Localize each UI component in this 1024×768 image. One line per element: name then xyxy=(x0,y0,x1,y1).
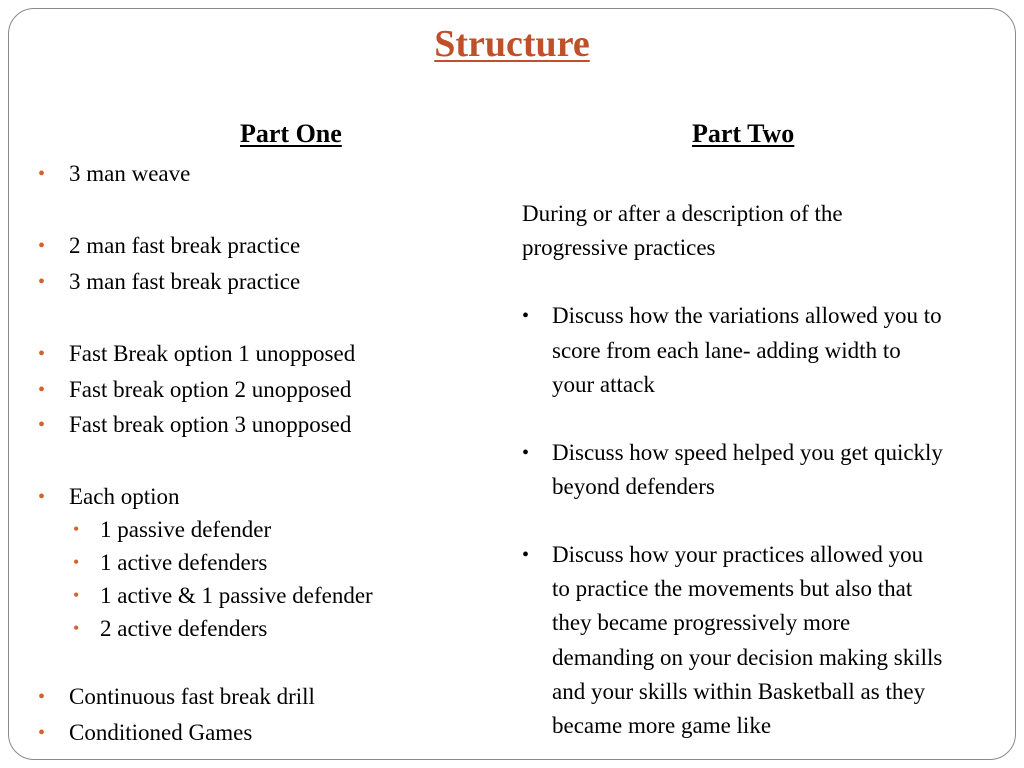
bullet-icon: • xyxy=(38,343,46,365)
bullet-icon: • xyxy=(38,722,46,744)
list-item-line: and your skills within Basketball as they xyxy=(552,679,926,704)
bullet-icon: • xyxy=(38,163,46,185)
list-item: 3 man fast break practice xyxy=(69,269,301,294)
list-item-line: demanding on your decision making skills xyxy=(552,645,943,670)
sub-bullet-icon: • xyxy=(73,618,80,638)
sub-list-item: 1 active & 1 passive defender xyxy=(100,583,373,608)
list-item: 2 man fast break practice xyxy=(69,233,301,258)
bullet-icon: • xyxy=(38,686,46,708)
slide-title: Structure xyxy=(434,23,590,65)
bullet-icon: • xyxy=(522,544,530,566)
bullet-icon: • xyxy=(38,271,46,293)
bullet-icon: • xyxy=(38,486,46,508)
sub-list-item: 2 active defenders xyxy=(100,616,268,641)
list-item-line: Discuss how your practices allowed you xyxy=(552,542,924,567)
list-item: Fast break option 2 unopposed xyxy=(69,377,352,402)
list-item: 3 man weave xyxy=(69,161,191,186)
intro-line: During or after a description of the xyxy=(522,201,843,226)
sub-list-item: 1 passive defender xyxy=(100,517,272,542)
sub-bullet-icon: • xyxy=(73,519,80,539)
list-item-line: to practice the movements but also that xyxy=(552,576,913,601)
bullet-icon: • xyxy=(38,414,46,436)
list-item-line: became more game like xyxy=(552,713,772,738)
list-item-line: Discuss how the variations allowed you to xyxy=(552,303,942,328)
list-item-line: beyond defenders xyxy=(552,474,715,499)
sub-bullet-icon: • xyxy=(73,552,80,572)
bullet-icon: • xyxy=(38,379,46,401)
part-two-heading: Part Two xyxy=(692,119,795,148)
list-item: Each option xyxy=(69,484,180,509)
list-item-line: your attack xyxy=(552,372,655,397)
list-item: Conditioned Games xyxy=(69,720,253,745)
sub-bullet-icon: • xyxy=(73,585,80,605)
bullet-icon: • xyxy=(522,442,530,464)
list-item: Continuous fast break drill xyxy=(69,684,315,709)
list-item-line: score from each lane- adding width to xyxy=(552,338,901,363)
part-one-heading: Part One xyxy=(240,119,342,148)
list-item-line: Discuss how speed helped you get quickly xyxy=(552,440,943,465)
bullet-icon: • xyxy=(38,235,46,257)
list-item: Fast break option 3 unopposed xyxy=(69,412,352,437)
bullet-icon: • xyxy=(522,305,530,327)
intro-line: progressive practices xyxy=(522,235,716,260)
list-item-line: they became progressively more xyxy=(552,610,851,635)
sub-list-item: 1 active defenders xyxy=(100,550,268,575)
list-item: Fast Break option 1 unopposed xyxy=(69,341,356,366)
